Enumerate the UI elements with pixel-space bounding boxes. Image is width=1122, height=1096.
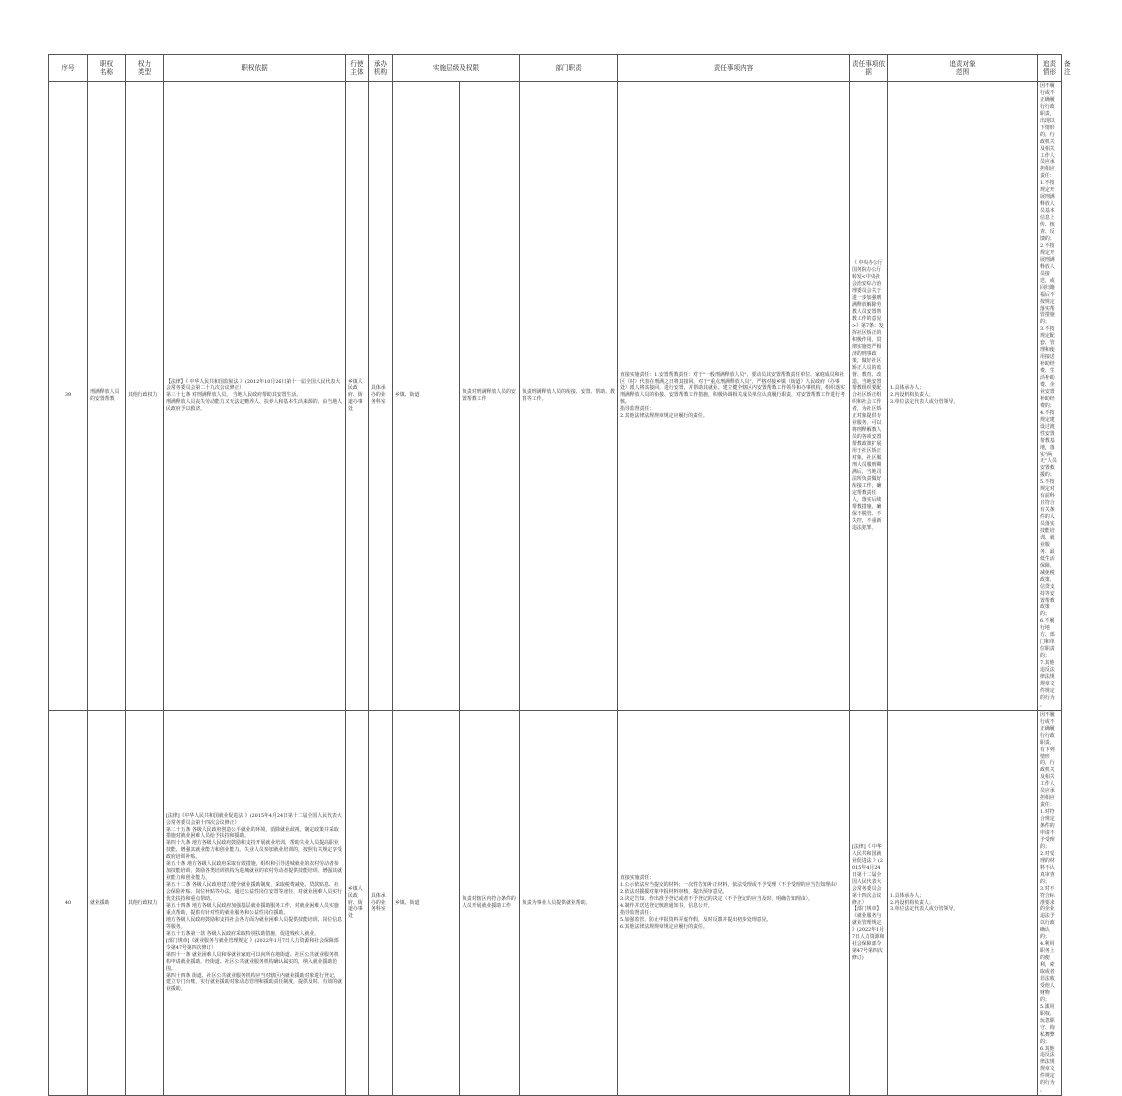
cell-seq: 39 [49,82,88,711]
cell-responsibility-basis: [法律]《 中华人民共和国就业促进法 》(2015年4月24日第十二届全国人民代表大会常务委员会第十四次会议修正） 【部门规章】《就业服务与就业管理规定 》(2022年1月7日人力资源和社会保障部令第47号第四次修订) [850,710,888,1095]
header-accountability-scope: 追责对象 范围 [888,55,1038,82]
cell-subject: 乡镇人民政府、街道办事处 [346,710,369,1095]
cell-dept-duty: 负责刑满释放人员的衔接、安置、帮助、教育等工作。 [520,82,618,711]
header-level: 实施层级及权限 [393,55,520,82]
table-row [49,82,1062,711]
cell-power-type: 其他行政权力 [126,82,164,711]
header-responsibility-basis: 责任事项依据 [850,55,888,82]
cell-responsibility: 直接实施责任：1.安置帮教责任：对于"一般刑满释放人员"，要动员其安置帮教责任单位、家庭成员和社区（村）代表在刑满之日将其接回。对于"重点刑满释放人员"，严格对接乡镇（街道）人民政府（办事处）派人将其接回，进行安置，并帮助其就业。建立健全辖区内安置帮教工作领导和办事机构，组织落实刑满释放人员的衔接、安置帮教工作措施，积极协调相关成员单位认真履行职责，对安置帮教工作进行考核。 指导监督责任： 2.其他法律法规规章规定应履行的责任。 [618,82,850,711]
cell-power-type: 其他行政权力 [126,710,164,1095]
cell-legal-basis: [法律]《中华人民共和国就业促进法 》(2015年4月24日第十二届全国人民代表大会常务委员会第十四次会议修正） 第二十五条 各级人民政府创造公平就业的环境，消除就业歧视，制定政策并采取措施对就业困难人员给予扶持和援助。 第四十九条 地方各级人民政府鼓励和支持开展就业培训，帮助失业人员提高职业技能，增强其就业能力和创业能力。失业人员参加就业培训的，按照有关规定享受政府培训补贴。 第五十条 地方各级人民政府采取有效措施，组织和引导进城就业的农村劳动者参加技能培训，鼓励各类培训机构为进城就业的农村劳动者提供技能培训，增强其就业能力和创业能力。 第五十二条 各级人民政府建立健全就业援助制度，采取税费减免、贷款贴息、社会保险补贴、岗位补贴等办法，通过公益性岗位安置等途径，对就业困难人员实行优先扶持和重点帮助。 第五十四条 地方各级人民政府加强基层就业援助服务工作，对就业困难人员实施重点帮助，提供有针对性的就业服务和公益性岗位援助。 地方各级人民政府鼓励和支持社会各方面为就业困难人员提供技能培训、岗位信息等服务。 第五十五条第一款 各级人民政府采取特别扶助措施，促进残疾人就业。 [部门规章]《就业服务与就业管理规定 》(2022年1月7日人力资源和社会保障部令第47号第四次修订） 第四十一条 就业困难人员和零就业家庭可以向所在地街道、社区公共就业服务机构申请就业援助。经街道、社区公共就业服务机构确认属实的，纳入就业援助范围。 第四十四条 街道、社区公共就业服务机构应当对辖区内就业援助对象进行登记，建立专门台账，实行就业援助对象动态管理和援助责任制度，提供及时、有效的就业援助。 [164,710,346,1095]
cell-level-duty: 负责对刑满释放人员的安置帮教工作 [460,82,520,711]
header-subject: 行使 主体 [346,55,369,82]
table-row [49,710,1062,1095]
header-duty: 部门职责 [520,55,618,82]
cell-accountability-scope: 1.具体承办人； 2.内设机构负责人； 3.单位法定代表人或分管领导。 [888,710,1038,1095]
cell-accountability: 因不履行或不正确履行行政职责，有下列情形的，行政机关及相关工作人员应承担相应责任： 1.对符合规定条件的申请不予受理的； 2.对受理的材料不认真审查的； 3.对不符合标准要求的企业违法予以行政确认的； 4.利用职务上的便利，索取或者非法收受他人财物的； 5.滥用职权、玩忽职守、徇私舞弊的； 6.其他违反法律法规规章文件规定的行为 。 [1038,710,1062,1095]
cell-power-name: 刑满释放人员的安置帮教 [88,82,126,711]
cell-seq: 40 [49,710,88,1095]
cell-organ: 具体承办的业务科室 [369,82,393,711]
header-seq: 序号 [49,55,88,82]
cell-responsibility: 直接实施责任： 1.公示依法应当提交的材料；一次性告知补正材料，依法受理或不予受理（不予受理的应当告知理由） 2.依法对援援对象申报材料审核，提出预审意见。 3.决定告知，作出准予登记或者不予登记的决定（不予登记的应当及时，明确告知理由）。 4.制作并送达登记核准通知书，信息公开。 指导监督责任： 5.加强监管，防止申报资料弄虚作假，及时反馈并提出初步处理意见。 6.其他法律法规规章规定应履行的责任。 [618,710,850,1095]
header-accountability: 追责情形 [1038,55,1062,82]
cell-accountability-scope: 1.具体承办人； 2.内设机构负责人； 3.单位法定代表人或分管领导。 [888,82,1038,711]
cell-subject: 乡镇人民政府、街道办事处 [346,82,369,711]
cell-dept-duty: 负责为事业人员提供就业帮助。 [520,710,618,1095]
cell-level-duty: 负责对辖区内符合条件的人员开展就业援助工作 [460,710,520,1095]
cell-legal-basis: 【法律】《 中华人民共和国监狱法 》(2012年10月26日第十一届全国人民代表大会常务委员会第二十九次会议修正） 第三十七条 对刑满释放人员， 当地人民政府帮助其安置生活。 刑满释放人员丧失劳动能力又无法定赡养人、扶养人和基本生活来源的，由当地人民政府予以救济。 [164,82,346,711]
header-responsibility: 责任事项内容 [618,55,850,82]
table-header-row: 序号 职权 名称 权力 类型 职权依据 行使 主体 承办 机构 实施层级及权限 部门职责 责任事项内容 责任事项依据 追责对象 范围 追责情形 备注 [49,55,1062,82]
cell-accountability: 因不履行或不正确履行行政职责，出现以下情形的，行政机关及相关工作人员应承担相应责任： 1.不按规定开展刑满释放人员基本信息上传、核查、反馈的； 2.不按规定开展刑满释放人员接送，或回归籍福后不按规定落实帮管措施的； 3.不按规定配套、管理和使用接送补助经费、生活补助费、企业安置补助经费的； 4.不按规定建设过渡性安置帮教基地，落实"两无"人员安置救援的； 5.不按规定对有前科且符合有关条件的人员落实技能培训、就业服务、最低生活保障、减免税政策、信贷支持等安置帮教政策的； 6.不履行地方、部门和单位职责的； 7.其他违反法律法规规章文件规定的行为 。 [1038,82,1062,711]
cell-power-name: 就业援助 [88,710,126,1095]
header-power-type: 权力 类型 [126,55,164,82]
power-list-table [48,54,1071,1096]
cell-level: 乡镇、街道 [393,82,460,711]
cell-level: 乡镇、街道 [393,710,460,1095]
cell-responsibility-basis: 《 中央办公厅 国务院办公厅转发<中央社会治安综合治理委员会关于进一步加强刑满释放解除劳教人员安置帮教工作的意见 >》第7条：发挥社区矫正的积极作用，贯彻实施宽严相济的刑事政策，做好社区矫正人员的监督、教育、改造。当地安置帮教组织要配合社区矫正组织和社会工作者，为社区矫正对象提供专业服务，可以将刑释解教人员的各项安置帮教政策扩展用于社区矫正对象，社区服刑人员服刑期满后，当地司法所负责做好衔接工作，确定帮教责任人，落实后续帮教措施，确保不脱管、不失控，不重新违法犯罪。 [850,82,888,711]
header-power-name: 职权 名称 [88,55,126,82]
header-organ: 承办 机构 [369,55,393,82]
cell-organ: 具体承办的业务科室 [369,710,393,1095]
header-legal-basis: 职权依据 [164,55,346,82]
